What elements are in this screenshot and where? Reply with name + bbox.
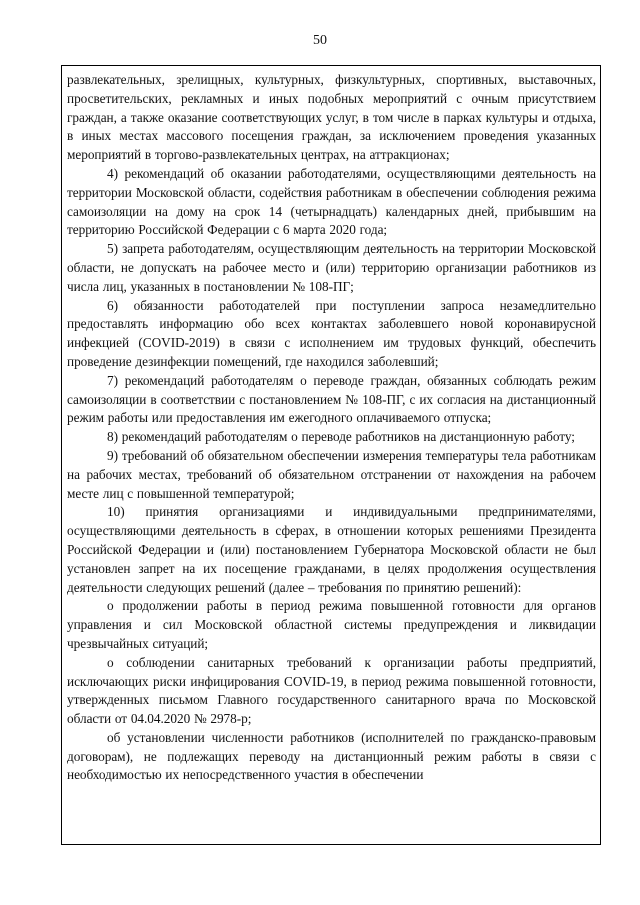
paragraph: о продолжении работы в период режима повышенной готовности для органов управления и сил Московской областной системы предупреждения и ликвидации чрезвычайных ситуаций; <box>67 598 596 651</box>
page-number: 50 <box>313 33 327 48</box>
paragraph: 6) обязанности работодателей при поступлении запроса незамедлительно предоставлять информацию обо всех контактах заболевшего новой коронавирусной инфекцией (COVID-2019) в связи с исполнением им трудовых функций, обеспечить проведение дезинфекции помещений, где находился заболевший; <box>67 297 596 369</box>
paragraph: развлекательных, зрелищных, культурных, физкультурных, спортивных, выставочных, просветительских, рекламных и иных подобных мероприятий с очным присутствием граждан, а также оказание соответствующих услуг, в том числе в парках культуры и отдыха, в иных местах массового посещения граждан, за исключением проведения указанных мероприятий в торгово-развлекательных центрах, на аттракционах; <box>67 72 596 163</box>
document-text-frame <box>61 65 601 845</box>
paragraph: 4) рекомендаций об оказании работодателями, осуществляющими деятельность на территории Московской области, содействия работникам в обеспечении соблюдения режима самоизоляции на дому на срок 14 (четырнадцать) календарных дней, прибывшим на территорию Российской Федерации с 6 марта 2020 года; <box>67 165 596 238</box>
paragraph: 5) запрета работодателям, осуществляющим деятельность на территории Московской области, не допускать на рабочее место и (или) территорию организации работников из числа лиц, указанных в постановлении № 108-ПГ; <box>67 241 596 294</box>
paragraph: 10) принятия организациями и индивидуальными предпринимателями, осуществляющими деятельность в сферах, в отношении которых решениями Президента Российской Федерации и (или) постановлением Губернатора Московской области не был установлен запрет на их посещение гражданами, в целях продолжения осуществления деятельности следующих решений (далее – требования по принятию решений): <box>67 504 596 595</box>
paragraph: 9) требований об обязательном обеспечении измерения температуры тела работникам на рабочих местах, требований об обязательном отстранении от нахождения на рабочем месте лиц с повышенной температурой; <box>67 447 596 501</box>
paragraph: 8) рекомендаций работодателям о переводе работников на дистанционную работу; <box>107 429 575 445</box>
paragraph: 7) рекомендаций работодателям о переводе граждан, обязанных соблюдать режим самоизоляции в соответствии с постановлением № 108-ПГ, с их согласия на дистанционный режим работы или предоставления им ежегодного оплачиваемого отпуска; <box>67 372 596 426</box>
paragraph: об установлении численности работников (исполнителей по гражданско-правовым договорам), не подлежащих переводу на дистанционный режим работы в связи с необходимостью их непосредственного участия в обеспечении <box>67 729 596 783</box>
paragraph: о соблюдении санитарных требований к организации работы предприятий, исключающих риски инфицирования COVID-19, в период режима повышенной готовности, утвержденных письмом Главного государственного санитарного врача по Московской области от 04.04.2020 № 2978-р; <box>67 654 596 727</box>
